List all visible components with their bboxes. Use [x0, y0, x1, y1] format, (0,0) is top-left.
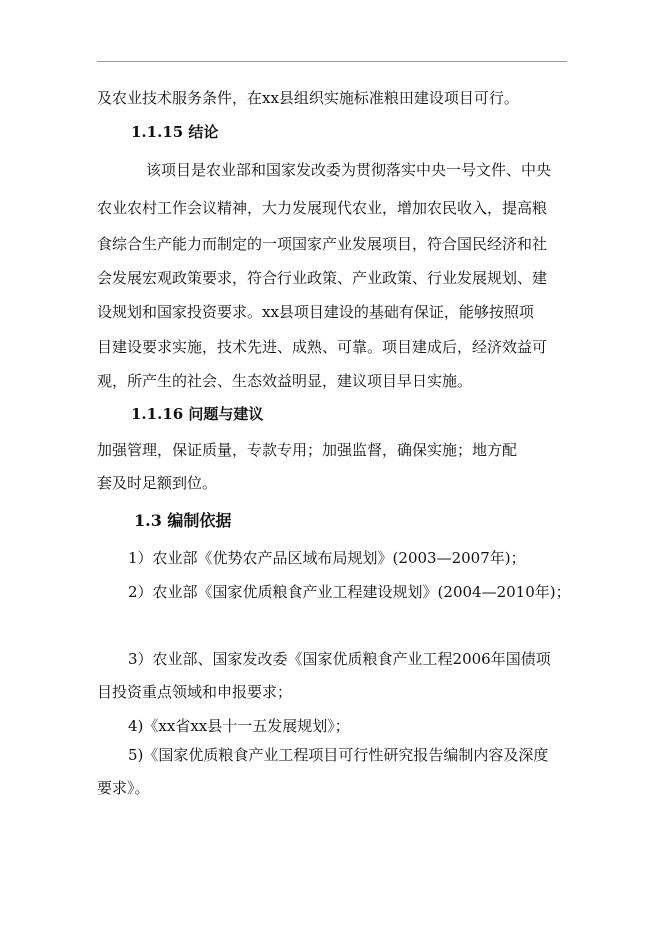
list-item: 5)《国家优质粮食产业工程项目可行性研究报告编制内容及深度 [128, 746, 549, 764]
section-heading-1-1-16: 1.1.16 问题与建议 [131, 405, 264, 423]
list-item: 3）农业部、国家发改委《国家优质粮食产业工程2006年国债项 [128, 650, 551, 668]
list-item: 2）农业部《国家优质粮食产业工程建设规划》(2004—2010年)； [128, 583, 571, 601]
list-item-continuation: 目投资重点领域和申报要求； [97, 683, 293, 701]
header-rule [97, 61, 567, 62]
list-item: 4)《xx省xx县十一五发展规划》； [128, 717, 350, 735]
paragraph-line: 农业农村工作会议精神，大力发展现代农业，增加农民收入，提高粮 [97, 199, 548, 217]
paragraph-line: 食综合生产能力而制定的一项国家产业发展项目，符合国民经济和社 [97, 235, 548, 253]
paragraph-line: 会发展宏观政策要求，符合行业政策、产业政策、行业发展规划、建 [97, 269, 548, 287]
section-heading-1-1-15: 1.1.15 结论 [131, 123, 219, 141]
paragraph-line: 套及时足额到位。 [97, 474, 218, 492]
intro-tail-line: 及农业技术服务条件，在xx县组织实施标准粮田建设项目可行。 [97, 89, 519, 107]
paragraph-line: 观，所产生的社会、生态效益明显，建议项目早日实施。 [97, 372, 473, 390]
section-heading-1-3: 1.3 编制依据 [134, 511, 232, 530]
paragraph-line: 设规划和国家投资要求。xx县项目建设的基础有保证，能够按照项 [97, 303, 534, 321]
paragraph-line: 目建设要求实施，技术先进、成熟、可靠。项目建成后，经济效益可 [97, 338, 548, 356]
paragraph-line: 该项目是农业部和国家发改委为贯彻落实中央一号文件、中央 [146, 161, 552, 179]
list-item-continuation: 要求》。 [97, 779, 150, 797]
paragraph-line: 加强管理，保证质量，专款专用；加强监督，确保实施；地方配 [97, 441, 518, 459]
list-item: 1）农业部《优势农产品区域布局规划》(2003—2007年)； [128, 549, 526, 567]
